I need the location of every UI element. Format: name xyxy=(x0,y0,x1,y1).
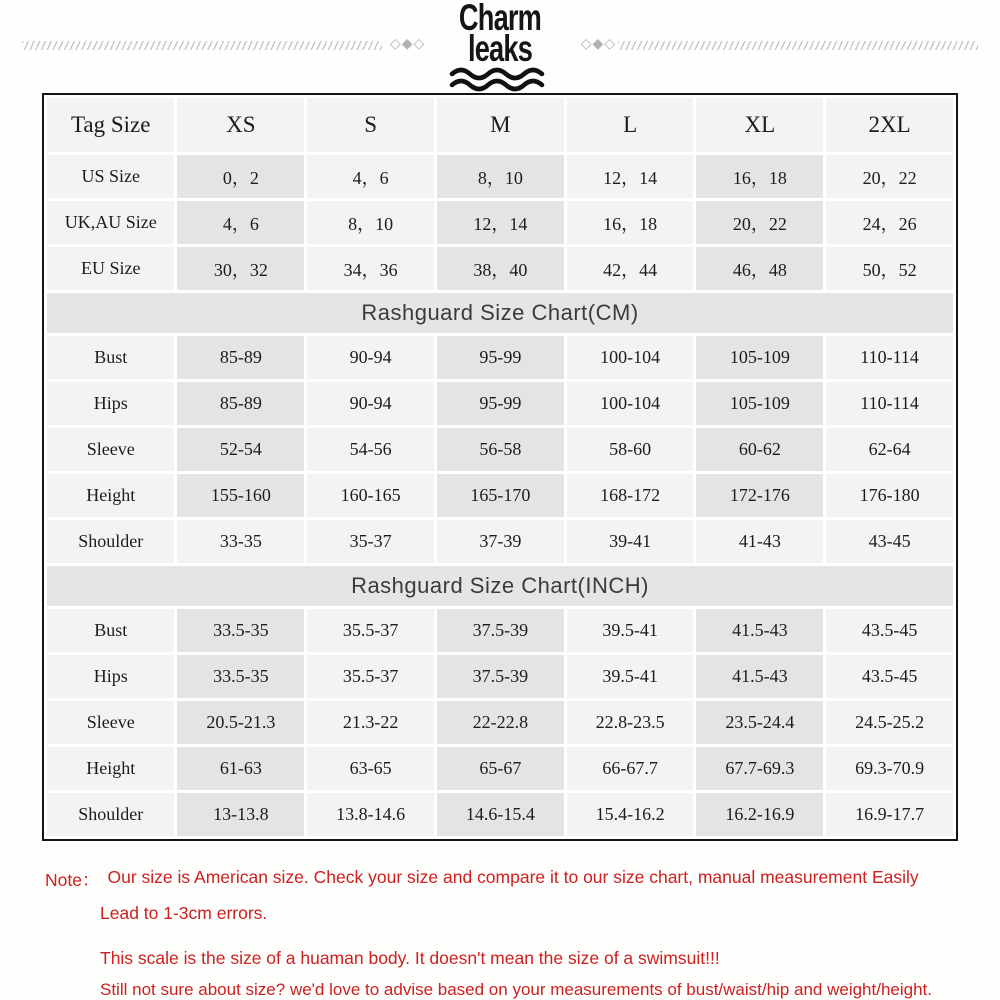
size-cell: 105-109 xyxy=(696,382,823,425)
row-label: Hips xyxy=(47,655,174,698)
table-row-inch-hips xyxy=(47,655,953,698)
row-label: Shoulder xyxy=(47,520,174,563)
row-label: Sleeve xyxy=(47,428,174,471)
table-row-ukau-size xyxy=(47,201,953,244)
section-row-inch xyxy=(47,566,953,606)
table-row-us-size xyxy=(47,155,953,198)
row-label: Bust xyxy=(47,609,174,652)
note-line-1-text: Our size is American size. Check your size and compare it to our size chart, manual measurement Easily xyxy=(107,867,919,887)
size-cell: 60-62 xyxy=(696,428,823,471)
size-cell: 39-41 xyxy=(567,520,694,563)
size-cell: 58-60 xyxy=(567,428,694,471)
size-cell: 35-37 xyxy=(307,520,434,563)
size-cell: 43-45 xyxy=(826,520,953,563)
note-label: Note： xyxy=(45,870,100,890)
size-cell: 22.8-23.5 xyxy=(567,701,694,744)
size-cell: 24，26 xyxy=(826,201,953,244)
size-cell: 13-13.8 xyxy=(177,793,304,836)
note-line-4: Still not sure about size? we'd love to advise based on your measurements of bust/waist/hip and weight/height. xyxy=(100,980,933,999)
row-label: US Size xyxy=(47,155,174,198)
table-row-inch-bust xyxy=(47,609,953,652)
size-cell: 155-160 xyxy=(177,474,304,517)
size-cell: 85-89 xyxy=(177,336,304,379)
table-row-eu-size xyxy=(47,247,953,290)
size-cell: 33.5-35 xyxy=(177,609,304,652)
size-cell: 105-109 xyxy=(696,336,823,379)
size-cell: 14.6-15.4 xyxy=(437,793,564,836)
row-label: Height xyxy=(47,747,174,790)
header-cell-2xl: 2XL xyxy=(826,98,953,152)
size-cell: 12，14 xyxy=(437,201,564,244)
waves-icon xyxy=(448,66,552,93)
size-cell: 39.5-41 xyxy=(567,655,694,698)
size-cell: 4，6 xyxy=(177,201,304,244)
header-cell-s: S xyxy=(307,98,434,152)
size-cell: 41.5-43 xyxy=(696,655,823,698)
size-cell: 4，6 xyxy=(307,155,434,198)
row-label: Hips xyxy=(47,382,174,425)
size-cell: 13.8-14.6 xyxy=(307,793,434,836)
size-cell: 63-65 xyxy=(307,747,434,790)
size-cell: 90-94 xyxy=(307,382,434,425)
header-cell-m: M xyxy=(437,98,564,152)
note-line-2: Lead to 1-3cm errors. xyxy=(100,903,268,923)
row-label: Bust xyxy=(47,336,174,379)
note-section xyxy=(45,867,1000,1000)
size-cell: 12，14 xyxy=(567,155,694,198)
size-cell: 110-114 xyxy=(826,382,953,425)
table-row-cm-height xyxy=(47,474,953,517)
size-cell: 172-176 xyxy=(696,474,823,517)
size-cell: 22-22.8 xyxy=(437,701,564,744)
brand-header xyxy=(0,0,1000,93)
row-label: EU Size xyxy=(47,247,174,290)
size-cell: 33-35 xyxy=(177,520,304,563)
size-cell: 15.4-16.2 xyxy=(567,793,694,836)
table-row-cm-bust xyxy=(47,336,953,379)
size-cell: 20.5-21.3 xyxy=(177,701,304,744)
section-title-cm: Rashguard Size Chart(CM) xyxy=(47,293,953,333)
table-row-inch-shoulder xyxy=(47,793,953,836)
size-cell: 56-58 xyxy=(437,428,564,471)
row-label: Shoulder xyxy=(47,793,174,836)
size-cell: 160-165 xyxy=(307,474,434,517)
size-cell: 61-63 xyxy=(177,747,304,790)
table-row-inch-height xyxy=(47,747,953,790)
size-cell: 20，22 xyxy=(696,201,823,244)
size-cell: 38，40 xyxy=(437,247,564,290)
size-cell: 8，10 xyxy=(307,201,434,244)
size-cell: 176-180 xyxy=(826,474,953,517)
size-cell: 8，10 xyxy=(437,155,564,198)
size-cell: 37.5-39 xyxy=(437,655,564,698)
size-cell: 69.3-70.9 xyxy=(826,747,953,790)
size-cell: 165-170 xyxy=(437,474,564,517)
section-title-inch: Rashguard Size Chart(INCH) xyxy=(47,566,953,606)
size-cell: 24.5-25.2 xyxy=(826,701,953,744)
diamond-ornament-left: ◇◆◇ xyxy=(390,36,426,52)
row-label: UK,AU Size xyxy=(47,201,174,244)
size-cell: 90-94 xyxy=(307,336,434,379)
size-cell: 23.5-24.4 xyxy=(696,701,823,744)
size-cell: 35.5-37 xyxy=(307,609,434,652)
size-cell: 65-67 xyxy=(437,747,564,790)
header-cell-tag-size: Tag Size xyxy=(47,98,174,152)
size-cell: 43.5-45 xyxy=(826,655,953,698)
row-label: Height xyxy=(47,474,174,517)
brand-logo-line1: Charm xyxy=(458,0,542,39)
size-cell: 33.5-35 xyxy=(177,655,304,698)
row-label: Sleeve xyxy=(47,701,174,744)
decorative-hatch-right xyxy=(618,41,978,50)
size-chart-table xyxy=(42,93,958,841)
header-cell-xs: XS xyxy=(177,98,304,152)
size-cell: 62-64 xyxy=(826,428,953,471)
size-cell: 16，18 xyxy=(696,155,823,198)
size-cell: 37-39 xyxy=(437,520,564,563)
note-line-1 xyxy=(45,867,1000,892)
size-cell: 46，48 xyxy=(696,247,823,290)
size-cell: 85-89 xyxy=(177,382,304,425)
table-row-cm-sleeve xyxy=(47,428,953,471)
note-line-3: This scale is the size of a huaman body. It doesn't mean the size of a swimsuit!!! xyxy=(100,948,720,968)
size-cell: 41-43 xyxy=(696,520,823,563)
size-cell: 67.7-69.3 xyxy=(696,747,823,790)
size-cell: 52-54 xyxy=(177,428,304,471)
size-cell: 110-114 xyxy=(826,336,953,379)
size-cell: 54-56 xyxy=(307,428,434,471)
size-cell: 95-99 xyxy=(437,382,564,425)
size-cell: 50，52 xyxy=(826,247,953,290)
size-cell: 16.2-16.9 xyxy=(696,793,823,836)
size-cell: 35.5-37 xyxy=(307,655,434,698)
size-cell: 100-104 xyxy=(567,382,694,425)
size-cell: 34，36 xyxy=(307,247,434,290)
size-cell: 168-172 xyxy=(567,474,694,517)
size-cell: 43.5-45 xyxy=(826,609,953,652)
size-cell: 0，2 xyxy=(177,155,304,198)
table-row-cm-shoulder xyxy=(47,520,953,563)
size-cell: 37.5-39 xyxy=(437,609,564,652)
size-cell: 39.5-41 xyxy=(567,609,694,652)
header-row xyxy=(47,98,953,152)
size-cell: 41.5-43 xyxy=(696,609,823,652)
table-row-cm-hips xyxy=(47,382,953,425)
size-cell: 66-67.7 xyxy=(567,747,694,790)
size-cell: 100-104 xyxy=(567,336,694,379)
size-cell: 20，22 xyxy=(826,155,953,198)
section-row-cm xyxy=(47,293,953,333)
table-row-inch-sleeve xyxy=(47,701,953,744)
size-cell: 42，44 xyxy=(567,247,694,290)
size-cell: 30，32 xyxy=(177,247,304,290)
size-cell: 21.3-22 xyxy=(307,701,434,744)
size-cell: 16，18 xyxy=(567,201,694,244)
brand-logo-line2: leaks xyxy=(467,28,533,70)
diamond-ornament-right: ◇◆◇ xyxy=(580,36,616,52)
size-cell: 16.9-17.7 xyxy=(826,793,953,836)
size-cell: 95-99 xyxy=(437,336,564,379)
header-cell-xl: XL xyxy=(696,98,823,152)
header-cell-l: L xyxy=(567,98,694,152)
